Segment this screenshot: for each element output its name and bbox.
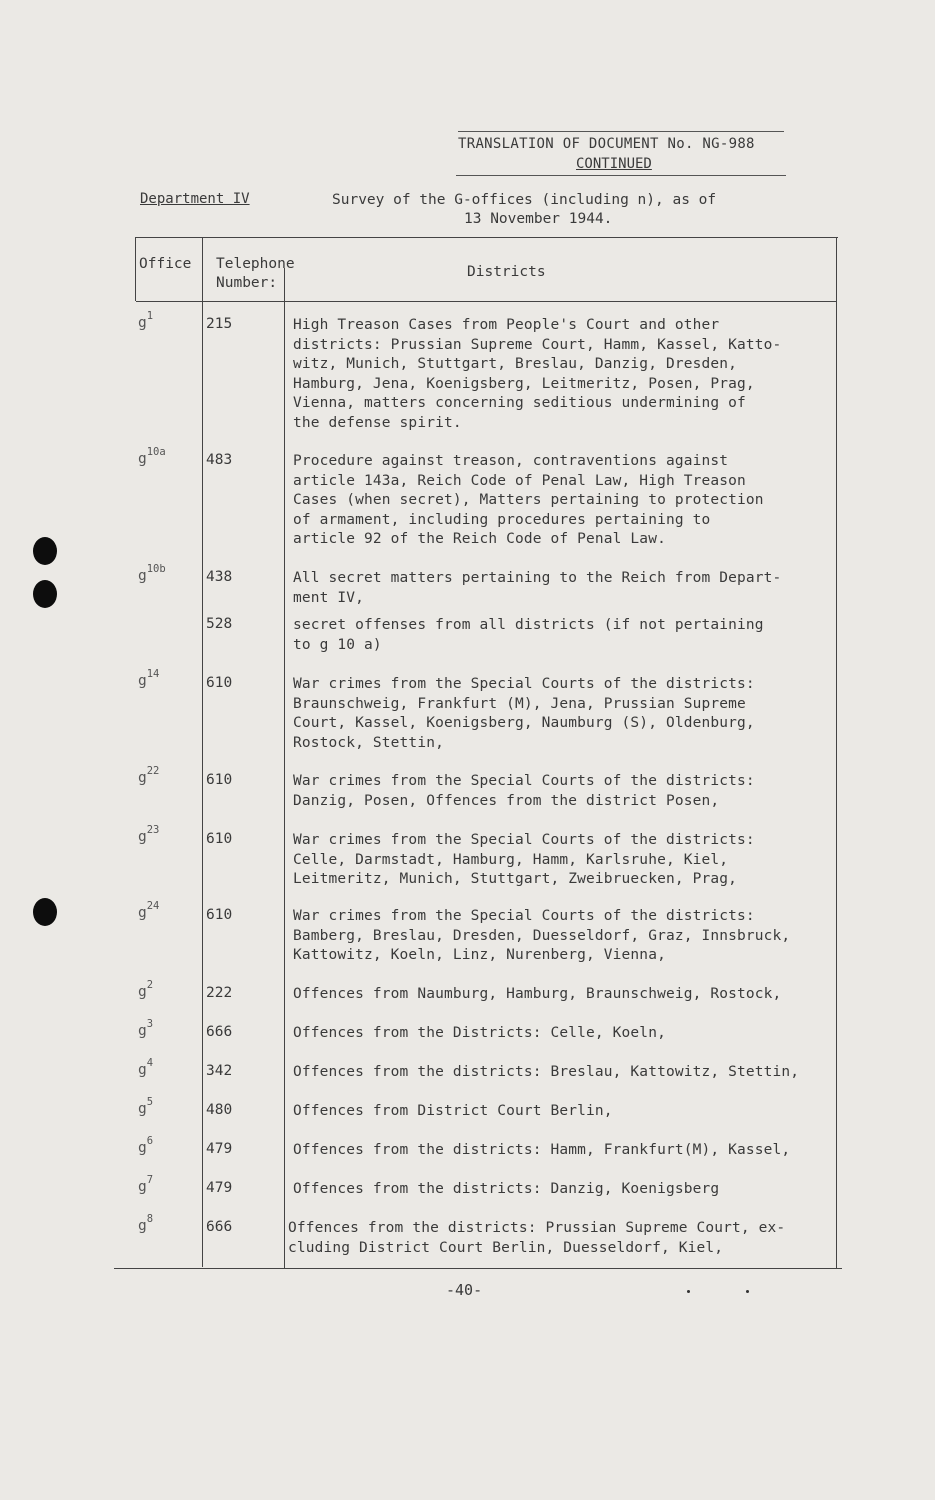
stray-mark: [687, 1290, 690, 1293]
office-cell: $g^2$: [138, 979, 154, 1000]
districts-cell: Offences from the districts: Breslau, Kattowitz, Stettin,: [293, 1064, 800, 1080]
office-cell: $g^{10a}$: [138, 446, 166, 467]
office-column-divider: [202, 237, 203, 1267]
column-header-telephone-line1: Telephone: [216, 256, 295, 272]
telephone-cell: 342: [206, 1063, 233, 1079]
office-cell: $g^4$: [138, 1057, 154, 1078]
punch-hole-1: [33, 537, 57, 565]
department-label: Department IV: [140, 191, 250, 207]
telephone-cell: 222: [206, 985, 233, 1001]
districts-cell: Offences from District Court Berlin,: [293, 1103, 613, 1119]
header-bottom-rule: [456, 175, 786, 176]
survey-line-2: 13 November 1944.: [464, 211, 613, 227]
office-cell: $g^6$: [138, 1135, 154, 1156]
survey-line-1: Survey of the G-offices (including n), as of: [332, 192, 717, 208]
header-top-rule: [458, 131, 784, 132]
table-right-border: [836, 237, 837, 1269]
telephone-cell: 666: [206, 1024, 233, 1040]
office-cell: $g^{22}$: [138, 765, 160, 786]
survey-heading: [332, 191, 716, 229]
punch-hole-3: [33, 898, 57, 926]
column-header-telephone-line2: Number:: [216, 275, 278, 291]
telephone-cell: 438: [206, 569, 233, 585]
office-cell: $g^{14}$: [138, 668, 160, 689]
telephone-cell: 610: [206, 675, 233, 691]
districts-cell: Offences from the districts: Prussian Supreme Court, ex- cluding District Court Berlin, Duesseldorf, Kiel,: [288, 1220, 786, 1256]
telephone-cell: 610: [206, 907, 233, 923]
telephone-cell: 666: [206, 1219, 233, 1235]
districts-cell: Procedure against treason, contraventions against article 143a, Reich Code of Penal Law, High Treason Cases (when secret), Matters pertaining to protection of armament, including procedures pertaining to article 92 of the Reich Code of Penal Law.: [293, 453, 764, 548]
telephone-cell: 479: [206, 1141, 233, 1157]
telephone-cell: 480: [206, 1102, 233, 1118]
districts-cell: War crimes from the Special Courts of the districts: Braunschweig, Frankfurt (M), Jena, Prussian Supreme Court, Kassel, Koenigsberg, Naumburg (S), Oldenburg, Rostock, Stettin,: [293, 676, 755, 751]
districts-cell: War crimes from the Special Courts of the districts: Celle, Darmstadt, Hamburg, Hamm, Karlsruhe, Kiel, Leitmeritz, Munich, Stuttgart, Zweibruecken, Prag,: [293, 832, 755, 888]
stray-mark: [746, 1290, 749, 1293]
table-left-border: [135, 237, 136, 301]
telephone-cell: 215: [206, 316, 233, 332]
office-cell: $g^{24}$: [138, 900, 160, 921]
table-header-divider: [136, 301, 836, 302]
districts-cell: All secret matters pertaining to the Reich from Depart- ment IV,: [293, 570, 782, 606]
districts-cell: Offences from the districts: Danzig, Koenigsberg: [293, 1181, 720, 1197]
telephone-cell: 479: [206, 1180, 233, 1196]
office-cell: $g^5$: [138, 1096, 154, 1117]
table-bottom-border: [114, 1268, 842, 1269]
districts-cell: Offences from the districts: Hamm, Frankfurt(M), Kassel,: [293, 1142, 791, 1158]
office-cell: $g^7$: [138, 1174, 154, 1195]
column-header-districts: Districts: [467, 264, 546, 280]
office-cell: $g^1$: [138, 310, 154, 331]
telephone-cell: 610: [206, 772, 233, 788]
page-number: -40-: [446, 1281, 483, 1299]
districts-cell: Offences from the Districts: Celle, Koeln,: [293, 1025, 666, 1041]
column-header-office: Office: [139, 256, 192, 272]
continued-label: CONTINUED: [576, 156, 652, 172]
office-cell: $g^{10b}$: [138, 563, 166, 584]
office-cell: $g^8$: [138, 1213, 154, 1234]
telephone-cell: 528: [206, 616, 233, 632]
districts-cell: War crimes from the Special Courts of the districts: Danzig, Posen, Offences from the district Posen,: [293, 773, 755, 809]
office-cell: $g^{23}$: [138, 824, 160, 845]
telephone-column-divider: [284, 268, 285, 1268]
districts-cell: Offences from Naumburg, Hamburg, Braunschweig, Rostock,: [293, 986, 782, 1002]
column-header-telephone: [216, 255, 295, 293]
telephone-cell: 610: [206, 831, 233, 847]
telephone-cell: 483: [206, 452, 233, 468]
districts-cell: secret offenses from all districts (if not pertaining to g 10 a): [293, 617, 764, 653]
office-cell: $g^3$: [138, 1018, 154, 1039]
districts-cell: High Treason Cases from People's Court and other districts: Prussian Supreme Court, Hamm, Kassel, Katto- witz, Munich, Stuttgart, Breslau, Danzig, Dresden, Hamburg, Jena, Koenigsberg, Leitmeritz, Posen, Prag, Vienna, matters concerning seditious undermining of the defense spirit.: [293, 317, 782, 431]
table-top-border: [136, 237, 838, 238]
document-title: TRANSLATION OF DOCUMENT No. NG-988: [458, 136, 755, 152]
punch-hole-2: [33, 580, 57, 608]
districts-cell: War crimes from the Special Courts of the districts: Bamberg, Breslau, Dresden, Duesseldorf, Graz, Innsbruck, Kattowitz, Koeln, Linz, Nurenberg, Vienna,: [293, 908, 791, 964]
